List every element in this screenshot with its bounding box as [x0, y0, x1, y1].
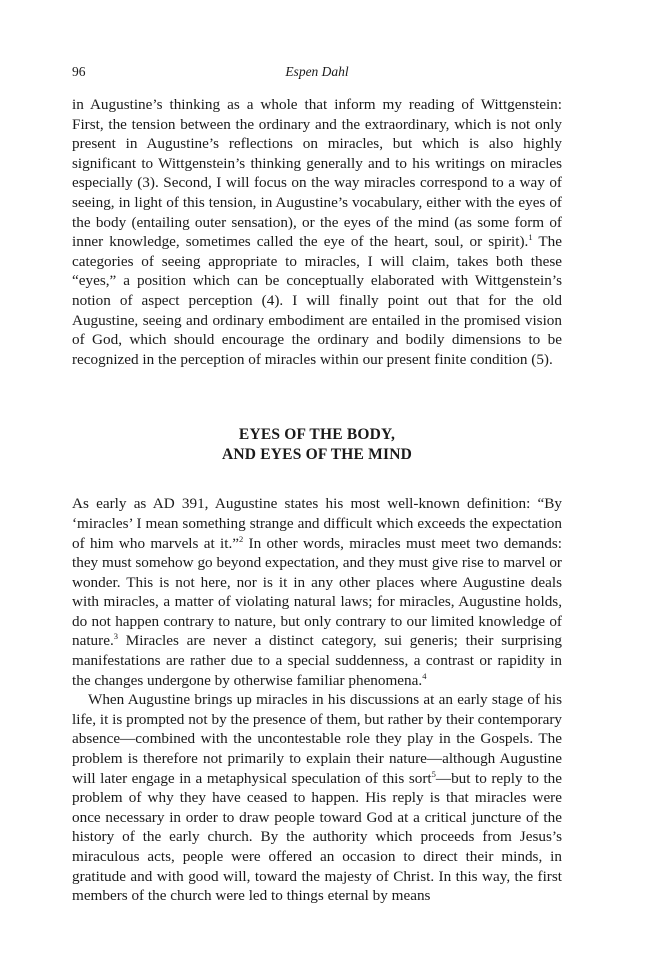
- page-number: 96: [72, 64, 86, 79]
- body-paragraph-intro: [72, 95, 562, 369]
- section-heading-line: AND EYES OF THE MIND: [221, 446, 413, 464]
- paragraph-text: When Augustine brings up miracles in his discussions at an early stage of his life, it is prompted not by the presence of them, but rather by their contemporary absence—combined with the uncontestable role they play in the Gospels. The problem is therefore not primarily to explain their nature—although Augustine will later engage in a metaphysical speculation of this sort: [72, 691, 562, 787]
- paragraph-text: As early as AD 391, Augustine states his most well-known definition: “By ‘miracles’ I mean something strange and difficult which exceeds the expectation of him who marvels at it.”: [72, 495, 562, 552]
- book-page: [72, 64, 562, 906]
- paragraph-text: —but to reply to the problem of why they have ceased to happen. His reply is that miracles were once necessary in order to draw people toward God at a critical juncture of the history of the early church. By the authority which proceeds from Jesus’s miraculous acts, people were offered an occasion to direct their minds, in gratitude and with good will, toward the majesty of Christ. In this way, the first members of the church were led to things eternal by means: [72, 769, 563, 905]
- section-heading-line: EYES OF THE BODY,: [238, 426, 396, 444]
- footnote-ref[interactable]: 1: [528, 232, 533, 243]
- running-head: [72, 64, 562, 86]
- paragraph-text: The categories of seeing appropriate to miracles, I will claim, takes both these “eyes,” a position which can be conceptually elaborated with Wittgenstein’s notion of aspect perception (4). I will finally point out that for the old Augustine, seeing and ordinary embodiment are entailed in the promised vision of God, which should encourage the ordinary and bodily dimensions to be recognized in the perception of miracles within our present finite condition (5).: [72, 233, 562, 368]
- footnote-ref[interactable]: 2: [239, 533, 244, 544]
- running-head-author: Espen Dahl: [285, 64, 349, 79]
- footnote-ref[interactable]: 3: [113, 631, 118, 642]
- paragraph-text: in Augustine’s thinking as a whole that inform my reading of Wittgenstein: First, the tension between the ordinary and the extraordinary, which is not only present in Augustine’s reflections on miracles, but which is also highly significant to Wittgenstein’s thinking generally and to his writings on miracles especially (3). Second, I will focus on the way miracles correspond to a way of seeing, in light of this tension, in Augustine’s vocabulary, either with the eyes of the body (entailing outer sensation), or the eyes of the mind (as some form of inner knowledge, sometimes called the eye of the heart, soul, or spirit).: [72, 96, 562, 251]
- paragraph-text: In other words, miracles must meet two demands: they must somehow go beyond expectation, and they must give rise to marvel or wonder. This is not here, nor is it in any other places where Augustine deals with miracles, a matter of violating natural laws; for miracles, Augustine holds, do not happen contrary to nature, but only contrary to our limited knowledge of nature.: [72, 534, 562, 650]
- body-paragraph-definition: [72, 494, 562, 690]
- section-heading: [72, 425, 562, 465]
- footnote-ref[interactable]: 4: [422, 670, 427, 681]
- paragraph-text: Miracles are never a distinct category, sui generis; their surprising manifestations are rather due to a special suddenness, a contrast or rapidity in the changes undergone by otherwise familiar phenomena.: [72, 632, 562, 689]
- body-paragraph-early-life: [72, 690, 562, 906]
- footnote-ref[interactable]: 5: [431, 768, 436, 779]
